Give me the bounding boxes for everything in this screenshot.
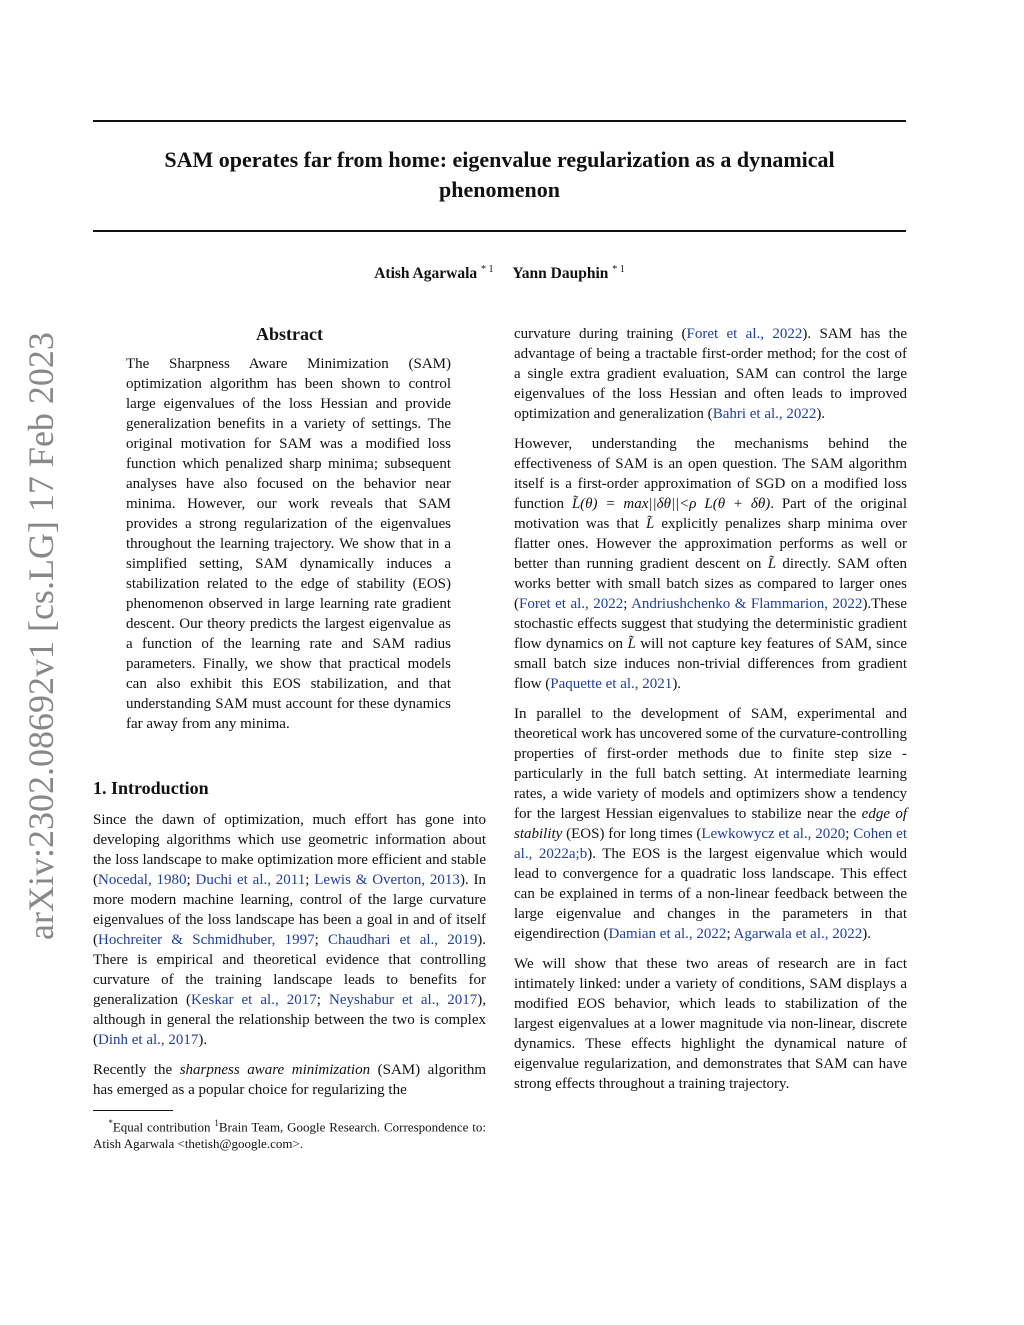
intro-paragraph-2: [93, 1060, 486, 1100]
text-span: ).These stochastic effects suggest that studying the deterministic gradient flow dynamics on: [514, 596, 907, 652]
emphasis-text: sharpness aware minimization: [179, 1062, 371, 1078]
text-span: Recently the: [93, 1062, 180, 1078]
text-span: curvature during training (: [514, 326, 687, 342]
citation-link[interactable]: Lewis & Overton, 2013: [314, 872, 460, 888]
text-span: ).: [198, 1032, 208, 1048]
math-expression: L̃: [767, 556, 777, 572]
right-paragraph-2: [514, 434, 907, 694]
author-name: Yann Dauphin: [512, 265, 609, 283]
text-span: directly. SAM often works better with small batch sizes as compared to larger ones (: [514, 556, 908, 612]
citation-link[interactable]: Chaudhari et al., 2019: [327, 932, 478, 948]
right-column: [514, 324, 907, 1104]
footnote-text: Brain Team, Google Research. Correspondence to: Atish Agarwala <thetish@google.com>.: [93, 1119, 486, 1152]
citation-link[interactable]: Damian et al., 2022: [608, 926, 727, 942]
citation-link[interactable]: Keskar et al., 2017: [191, 992, 317, 1008]
text-span: ;: [845, 826, 854, 842]
title-line-2: phenomenon: [438, 177, 561, 202]
text-span: ;: [314, 932, 328, 948]
citation-link[interactable]: Hochreiter & Schmidhuber, 1997: [98, 932, 315, 948]
text-span: ;: [186, 872, 196, 888]
text-span: ;: [316, 992, 329, 1008]
text-span: ). SAM has the advantage of being a tractable first-order method; for the cost of a single extra gradient evaluation, SAM can control the large eigenvalues of the loss Hessian and often leads to improved optimization and generalization (: [514, 326, 907, 422]
title-line-1: SAM operates far from home: eigenvalue regularization as a dynamical: [164, 147, 835, 172]
footnote-mark: *: [108, 1118, 113, 1128]
text-span: (EOS) for long times (: [562, 826, 702, 842]
citation-link[interactable]: Cohen et al., 2022a;b: [514, 826, 908, 862]
section-heading: 1. Introduction: [93, 778, 209, 798]
text-span: ).: [862, 926, 871, 942]
text-span: explicitly penalizes sharp minima over flatter ones. However the approximation performs as well or better than running gradient descent on: [514, 516, 907, 572]
right-paragraph-4: We will show that these two areas of research are in fact intimately linked: under a variety of conditions, SAM displays a modified EOS behavior, which leads to stabilization of the largest eigenvalues at a lower magnitude via non-linear, discrete dynamics. These effects highlight the dynamical nature of eigenvalue regularization, and demonstrates that SAM can have strong effects throughout a training trajectory.: [514, 956, 907, 1092]
intro-paragraph-1: [93, 810, 486, 1050]
abstract-text: The Sharpness Aware Minimization (SAM) optimization algorithm has been shown to control large eigenvalues of the loss Hessian and provide generalization benefits in a variety of settings. The original motivation for SAM was a modified loss function which penalized sharp minima; subsequent analyses have also focused on the behavior near minima. However, our work reveals that SAM provides a strong regularization of the eigenvalues throughout the learning trajectory. We show that in a simplified setting, SAM dynamically induces a stabilization related to the edge of stability (EOS) phenomenon observed in large learning rate gradient descent. Our theory predicts the largest eigenvalue as a function of the learning rate and SAM radius parameters. Finally, we show that practical models can also exhibit this EOS stabilization, and that understanding SAM must account for these dynamics far away from any minima.: [126, 356, 451, 732]
left-column: [93, 322, 486, 1152]
citation-link[interactable]: Nocedal, 1980: [98, 872, 187, 888]
math-expression: L̃: [627, 636, 636, 652]
author-affiliation: * 1: [481, 264, 494, 275]
citation-link[interactable]: Bahri et al., 2022: [712, 406, 817, 422]
citation-link[interactable]: Duchi et al., 2011: [195, 872, 306, 888]
right-paragraph-3: [514, 704, 907, 944]
author-list: [93, 264, 906, 283]
text-span: ). The EOS is the largest eigenvalue which would lead to convergence for a quadratic loss landscape. This effect can be explained in terms of a non-linear feedback between the large eigenvalue and changes in the parameters in that eigendirection (: [514, 846, 907, 942]
emphasis-text: edge of stability: [514, 806, 907, 842]
top-rule: [93, 120, 906, 122]
citation-link[interactable]: Paquette et al., 2021: [550, 676, 673, 692]
arxiv-stamp: arXiv:2302.08692v1 [cs.LG] 17 Feb 2023: [21, 332, 61, 940]
footnote: [93, 1115, 486, 1152]
citation-link[interactable]: Andriushchenko & Flammarion, 2022: [631, 596, 863, 612]
citation-link[interactable]: Agarwala et al., 2022: [733, 926, 863, 942]
math-expression: L̃: [645, 516, 655, 532]
footnote-text: Equal contribution: [112, 1119, 215, 1135]
citation-link[interactable]: Foret et al., 2022: [519, 596, 624, 612]
text-span: In parallel to the development of SAM, experimental and theoretical work has uncovered some of the curvature-controlling properties of first-order methods due to finite step size - particularly in the full batch setting. At intermediate learning rates, a wide variety of models and optimizers show a tendency for the largest Hessian eigenvalues to stabilize near the: [514, 706, 907, 822]
text-span: ).: [672, 676, 682, 692]
text-span: . Part of the original motivation was that: [514, 496, 907, 532]
abstract-heading: Abstract: [256, 324, 323, 344]
text-span: ;: [623, 596, 632, 612]
math-expression: L̃(θ) = max||δθ||<ρ L(θ + δθ): [571, 496, 771, 512]
text-span: ;: [305, 872, 315, 888]
text-span: will not capture key features of SAM, since small batch size induces non-trivial differences from gradient flow (: [514, 636, 907, 692]
citation-link[interactable]: Neyshabur et al., 2017: [328, 992, 478, 1008]
text-span: ), although in general the relationship between the two is complex (: [93, 992, 486, 1048]
bottom-title-rule: [93, 230, 906, 232]
text-span: ). There is empirical and theoretical evidence that controlling curvature of the training landscape leads to benefits for generalization (: [93, 932, 487, 1008]
text-span: However, understanding the mechanisms behind the effectiveness of SAM is an open question. The SAM algorithm itself is a first-order approximation of SGD on a modified loss function: [514, 436, 907, 512]
paper-title: [93, 145, 906, 205]
text-span: ;: [726, 926, 734, 942]
footnote-rule: [93, 1110, 173, 1111]
citation-link[interactable]: Foret et al., 2022: [686, 326, 803, 342]
right-paragraph-1: [514, 324, 907, 424]
text-span: ).: [816, 406, 826, 422]
text-span: (SAM) algorithm has emerged as a popular choice for regularizing the: [93, 1062, 486, 1098]
author-name: Atish Agarwala: [374, 265, 478, 283]
footnote-mark: 1: [214, 1118, 219, 1128]
citation-link[interactable]: Dinh et al., 2017: [98, 1032, 199, 1048]
text-span: Since the dawn of optimization, much effort has gone into developing algorithms which use geometric information about the loss landscape to make optimization more efficient and stable (: [93, 812, 486, 888]
author-affiliation: * 1: [612, 264, 625, 275]
citation-link[interactable]: Lewkowycz et al., 2020: [701, 826, 846, 842]
text-span: ). In more modern machine learning, control of the large curvature eigenvalues of the loss landscape has been a goal in and of itself (: [93, 872, 486, 948]
